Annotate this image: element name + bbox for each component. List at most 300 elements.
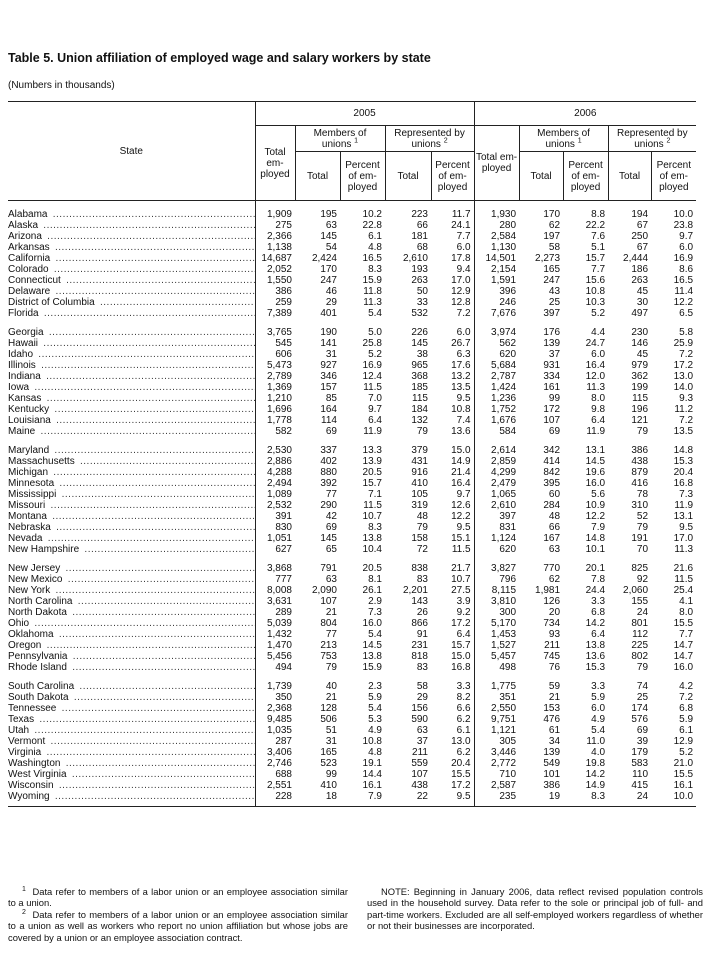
members-total-2006-cell: 770 [543,563,561,574]
table-row [8,489,696,500]
members-percent-2006-cell: 24.4 [585,585,606,596]
represented-percent-2006-cell: 6.0 [679,242,694,253]
total-employed-2006-cell: 620 [474,349,519,360]
represented-total-2005-cell: 431 [411,456,428,467]
members-total-2006-cell: 62 [548,574,561,585]
represented-total-2006-cell: 438 [631,456,649,467]
represented-percent-2006-cell: 25.9 [673,338,694,349]
represented-total-2006-cell: 78 [636,489,649,500]
table-row [8,393,696,404]
members-total-2005-cell: 346 [320,371,337,382]
members-percent-2005-cell: 2.3 [368,681,382,692]
group-spacer [8,319,696,327]
members-total-2005-cell: 290 [320,500,337,511]
total-employed-2006-cell: 4,299 [474,467,519,478]
members-total-2006-cell: 414 [543,456,561,467]
represented-percent-2005-cell: 13.0 [451,736,471,747]
total-employed-2006-cell: 7,676 [474,308,519,319]
total-employed-2006-cell: 5,457 [474,651,519,662]
members-total-2006-cell: 59 [548,681,561,692]
members-percent-2006-cell: 3.3 [591,681,606,692]
represented-percent-2006-cell: 7.2 [679,349,694,360]
members-percent-2006-cell: 22.2 [585,220,606,231]
members-total-2006-cell: 176 [543,327,561,338]
represented-percent-2005-cell: 6.0 [456,327,471,338]
represented-total-2006-cell: 69 [636,725,649,736]
members-total-2006-cell: 139 [543,338,561,349]
table-row [8,703,696,714]
represented-total-2005-cell: 79 [416,426,428,437]
represented-percent-2006-cell: 5.2 [679,747,694,758]
total-employed-2005-cell: 5,456 [255,651,295,662]
total-employed-2005-cell: 4,288 [255,467,295,478]
state-name: Alaska ..... [8,220,255,231]
total-employed-2005-cell: 1,051 [255,533,295,544]
represented-total-2005-cell: 132 [411,415,428,426]
represented-total-2006-cell: 879 [631,467,649,478]
total-employed-2005-cell: 1,089 [255,489,295,500]
members-header-2006: Members of unions $^1$ [519,126,608,152]
represented-percent-2005-cell: 3.3 [456,681,471,692]
represented-percent-2005-cell: 7.7 [456,231,471,242]
state-name: Alabama ..... [8,209,255,220]
footnote-2: $^2$ Data refer to members of a labor union or an employee association similar to a union as well as workers who report no union affiliation but whose jobs are covered by a union or an employee association contract. [8,908,348,943]
members-total-2006-cell: 76 [548,662,561,673]
table-row [8,297,696,308]
state-name: Idaho ..... [8,349,255,360]
table-note: NOTE: Beginning in January 2006, data reflect revised population controls used in the household survey. Data refer to the sole or principal job of full- and part-time workers. Excluded are all self-employed workers regardless of whether or not their businesses are incorporated. [367,886,703,932]
total-employed-2006-cell: 2,154 [474,264,519,275]
members-percent-2006-cell: 6.8 [591,607,606,618]
members-total-2005-cell: 31 [325,736,337,747]
represented-total-2006-cell: 67 [636,242,649,253]
represented-total-2005-cell: 193 [411,264,428,275]
total-employed-2006-cell: 246 [474,297,519,308]
represented-total-2006-cell: 979 [631,360,649,371]
represented-total-2006-cell: 196 [631,404,649,415]
members-total-2005-cell: 157 [320,382,337,393]
represented-percent-2006-cell: 6.5 [679,308,694,319]
represented-percent-2006-cell: 17.2 [673,360,694,371]
table-row [8,404,696,415]
state-name: Connecticut ..... [8,275,255,286]
represented-percent-2006-cell: 8.6 [679,264,694,275]
total-employed-2006-cell: 1,124 [474,533,519,544]
total-employed-2006-cell: 2,610 [474,500,519,511]
members-total-2006-cell: 397 [543,308,561,319]
represented-percent-2005-cell: 6.4 [456,629,471,640]
members-percent-2006-cell: 4.4 [591,327,606,338]
represented-percent-2006-cell: 11.4 [674,286,694,297]
represented-percent-2005-cell: 21.7 [451,563,471,574]
total-employed-2005-cell: 2,368 [255,703,295,714]
total-employed-2006-cell: 14,501 [474,253,519,264]
state-name: New York ..... [8,585,255,596]
total-employed-2005-cell: 275 [255,220,295,231]
represented-total-2005-cell: 181 [411,231,428,242]
members-total-2005-cell: 128 [320,703,337,714]
members-percent-2005-cell: 6.1 [368,231,382,242]
total-employed-2006-cell: 1,676 [474,415,519,426]
members-total-2006-cell: 101 [543,769,561,780]
total-employed-2005-cell: 3,631 [255,596,295,607]
represented-percent-2006-cell: 7.3 [679,489,694,500]
members-total-2005-cell: 392 [320,478,337,489]
represented-total-2005-cell: 211 [412,747,428,758]
members-total-2005-cell: 99 [325,769,337,780]
members-percent-2005-cell: 11.5 [363,382,382,393]
members-total-2006-cell: 20 [548,607,561,618]
total-employed-2006-cell: 2,584 [474,231,519,242]
members-percent-2005-cell: 15.7 [362,478,382,489]
represented-percent-2006-cell: 16.9 [673,253,694,264]
total-employed-2005-cell: 3,765 [255,327,295,338]
total-employed-2005-cell: 386 [255,286,295,297]
members-percent-2005-cell: 15.9 [362,662,382,673]
represented-total-2006-cell: 67 [636,220,649,231]
members-total-2005-cell: 79 [325,662,337,673]
total-employed-2005-cell: 2,366 [255,231,295,242]
represented-total-2006-cell: 110 [632,769,649,780]
table-row [8,596,696,607]
members-percent-2005-cell: 7.3 [368,607,382,618]
state-name: Indiana ..... [8,371,255,382]
represented-total-2005-cell: 83 [416,574,428,585]
table-row [8,618,696,629]
members-header-2005: Members of unions $^1$ [295,126,385,152]
represented-total-2005-cell: 58 [416,681,428,692]
members-percent-2005-cell: 13.9 [362,456,382,467]
total-employed-2006-cell: 5,684 [474,360,519,371]
members-percent-2006-cell: 4.9 [591,714,606,725]
total-employed-2005-cell: 14,687 [255,253,295,264]
represented-total-2006-cell: 24 [636,791,649,802]
members-total-2006-cell: 734 [543,618,561,629]
total-employed-2006-cell: 1,065 [474,489,519,500]
total-employed-2005-cell: 1,696 [255,404,295,415]
represented-total-2005-cell: 143 [411,596,428,607]
table-row [8,725,696,736]
represented-total-2006-cell: 416 [631,478,649,489]
state-name: Utah ..... [8,725,255,736]
represented-percent-2005-cell: 15.7 [451,640,471,651]
represented-total-2005-cell: 916 [411,467,428,478]
state-name: Georgia ..... [8,327,255,338]
members-total-2006-cell: 342 [543,445,561,456]
table-row [8,780,696,791]
total-employed-2006-cell: 831 [474,522,519,533]
represented-total-2005-cell: 185 [411,382,428,393]
state-name: West Virginia ..... [8,769,255,780]
members-percent-2006-cell: 14.8 [585,533,606,544]
state-name: Hawaii ..... [8,338,255,349]
represented-total-2005-cell: 115 [412,393,428,404]
members-percent-2006-cell: 7.6 [591,231,606,242]
members-percent-2005-cell: 13.8 [362,533,382,544]
total-employed-2006-cell: 1,236 [474,393,519,404]
represented-percent-2006-cell: 23.8 [673,220,694,231]
total-employed-2005-cell: 1,778 [255,415,295,426]
total-employed-2006-cell: 1,453 [474,629,519,640]
total-employed-2006-cell: 498 [474,662,519,673]
table-row [8,747,696,758]
members-total-2006-cell: 161 [543,382,561,393]
members-percent-2006-cell: 9.8 [591,404,606,415]
represented-total-2005-cell: 438 [411,780,428,791]
represented-total-2006-cell: 45 [636,349,649,360]
members-total-2005-cell: 164 [320,404,337,415]
members-total-2006-cell: 1,981 [535,585,561,596]
members-total-2006-cell: 247 [543,275,561,286]
total-employed-2005-cell: 2,886 [255,456,295,467]
represented-total-2006-cell: 801 [631,618,649,629]
represented-total-2006-cell: 79 [636,522,649,533]
total-employed-2006-cell: 1,121 [474,725,519,736]
total-employed-2006-cell: 8,115 [474,585,519,596]
members-percent-2006-cell: 10.9 [585,500,606,511]
total-employed-2005-cell: 2,052 [255,264,295,275]
represented-total-2006-cell: 25 [636,692,649,703]
table-subtitle: (Numbers in thousands) [8,80,115,91]
represented-percent-2005-cell: 12.6 [451,500,471,511]
members-percent-2006-cell: 14.2 [585,618,606,629]
represented-total-2005-cell: 107 [411,769,428,780]
members-total-2005-cell: 77 [325,629,337,640]
members-total-2006-cell: 170 [543,209,561,220]
members-percent-2005-cell: 5.9 [368,692,382,703]
total-employed-2005-cell: 3,868 [255,563,295,574]
table-row [8,286,696,297]
members-percent-2005-cell: 4.8 [368,242,382,253]
represented-percent-2006-cell: 7.2 [679,692,694,703]
members-total-2005-cell: 114 [321,415,337,426]
represented-percent-2006-cell: 16.0 [673,662,694,673]
members-percent-2005-cell: 10.2 [362,209,382,220]
members-total-2005-cell: 65 [325,544,337,555]
members-percent-2006-cell: 13.1 [585,445,606,456]
members-percent-2006-cell: 20.1 [585,563,606,574]
members-total-2006-cell: 153 [543,703,561,714]
members-total-2005-cell: 804 [320,618,337,629]
members-percent-2005-cell: 19.1 [362,758,382,769]
state-name: Minnesota ..... [8,478,255,489]
members-percent-2006-cell: 6.4 [591,415,606,426]
state-name: Michigan ..... [8,467,255,478]
total-employed-2006-cell: 1,424 [474,382,519,393]
members-total-2005-cell: 927 [320,360,337,371]
represented-percent-2006-cell: 14.7 [673,651,694,662]
total-employed-2005-cell: 830 [255,522,295,533]
represented-percent-2006-cell: 4.2 [679,681,694,692]
represented-percent-2006-cell: 9.3 [679,393,694,404]
members-percent-2005-cell: 5.4 [368,629,382,640]
members-percent-2005-cell: 5.4 [368,703,382,714]
represented-percent-2006-cell: 12.9 [673,736,694,747]
members-percent-2006-cell: 12.0 [585,371,606,382]
total-employed-2005-cell: 289 [255,607,295,618]
represented-total-2005-cell: 105 [411,489,428,500]
group-spacer [8,673,696,681]
members-percent-2005-cell: 20.5 [362,563,382,574]
table-row [8,533,696,544]
state-column-header: State [8,102,255,201]
total-employed-2006-cell: 3,827 [474,563,519,574]
represented-total-2005-cell: 79 [416,522,428,533]
represented-percent-2006-cell: 11.5 [674,574,694,585]
represented-total-2006-cell: 115 [632,393,649,404]
members-percent-2006-cell: 15.3 [585,662,606,673]
year-2006-header: 2006 [474,102,696,126]
represented-total-2005-cell: 559 [411,758,428,769]
represented-total-2006-cell: 174 [631,703,649,714]
members-total-2006-cell: 549 [543,758,561,769]
total-employed-2006-cell: 2,550 [474,703,519,714]
represented-percent-2006-cell: 16.8 [673,478,694,489]
members-total-2006-cell: 2,273 [535,253,561,264]
represented-percent-2006-cell: 14.8 [673,445,694,456]
represented-total-2005-cell: 83 [416,662,428,673]
represented-percent-2005-cell: 15.1 [451,533,471,544]
members-percent-header-2005: Percent of em- ployed [340,152,385,201]
total-employed-2005-cell: 5,039 [255,618,295,629]
represented-total-2006-cell: 362 [631,371,649,382]
members-total-2005-cell: 40 [325,681,337,692]
total-employed-header-2006: Total em- ployed [474,126,519,201]
total-employed-2005-cell: 606 [255,349,295,360]
represented-total-2005-cell: 379 [411,445,428,456]
table-row [8,415,696,426]
state-name: Montana ..... [8,511,255,522]
represented-total-2005-cell: 66 [416,220,428,231]
total-employed-2006-cell: 397 [474,511,519,522]
members-total-2006-cell: 43 [548,286,561,297]
members-percent-2006-cell: 14.5 [585,456,606,467]
total-employed-2006-cell: 280 [474,220,519,231]
members-total-2005-cell: 195 [320,209,337,220]
members-total-2005-cell: 77 [325,489,337,500]
represented-total-2005-cell: 818 [411,651,428,662]
total-employed-2006-cell: 1,930 [474,209,519,220]
members-percent-2005-cell: 10.4 [362,544,382,555]
members-total-2006-cell: 167 [543,533,561,544]
members-percent-2006-cell: 5.1 [591,242,606,253]
members-percent-2005-cell: 10.7 [362,511,382,522]
represented-total-2005-cell: 158 [411,533,428,544]
state-name: Missouri ..... [8,500,255,511]
members-percent-2005-cell: 26.1 [362,585,382,596]
represented-total-2006-cell: 310 [631,500,649,511]
represented-percent-2006-cell: 20.4 [673,467,694,478]
total-employed-2006-cell: 2,587 [474,780,519,791]
members-percent-2006-cell: 14.9 [585,780,606,791]
represented-percent-2006-cell: 11.2 [674,404,694,415]
state-name: New Jersey ..... [8,563,255,574]
represented-total-2006-cell: 79 [636,662,649,673]
represented-total-2005-cell: 184 [411,404,428,415]
represented-percent-2006-cell: 7.2 [679,415,694,426]
represented-percent-2005-cell: 6.2 [456,714,471,725]
represented-percent-2006-cell: 8.0 [679,607,694,618]
total-employed-2005-cell: 2,532 [255,500,295,511]
members-total-2006-cell: 334 [543,371,561,382]
members-total-2006-cell: 34 [548,736,561,747]
members-percent-2005-cell: 15.9 [362,275,382,286]
members-total-2006-cell: 126 [543,596,561,607]
represented-percent-2005-cell: 15.0 [451,651,471,662]
state-name: Maine ..... [8,426,255,437]
members-total-2005-cell: 880 [320,467,337,478]
represented-percent-2006-cell: 11.3 [674,544,694,555]
state-name: South Carolina ..... [8,681,255,692]
table-row [8,327,696,338]
members-total-2005-cell: 247 [320,275,337,286]
members-total-2005-cell: 401 [320,308,337,319]
represented-percent-2006-cell: 12.2 [673,297,694,308]
table-row [8,544,696,555]
total-employed-2006-cell: 351 [474,692,519,703]
table-row [8,714,696,725]
represented-total-2006-cell: 79 [636,426,649,437]
represented-percent-2005-cell: 6.0 [456,242,471,253]
members-percent-2006-cell: 7.9 [591,522,606,533]
members-total-2005-cell: 107 [320,596,337,607]
total-employed-2006-cell: 300 [474,607,519,618]
state-name: Washington ..... [8,758,255,769]
members-percent-2005-cell: 13.8 [362,651,382,662]
members-percent-2006-cell: 24.7 [585,338,606,349]
total-employed-2005-cell: 350 [255,692,295,703]
members-percent-2006-cell: 6.0 [591,703,606,714]
represented-total-2006-cell: 39 [636,736,649,747]
represented-percent-2006-cell: 15.5 [673,618,694,629]
represented-percent-2005-cell: 12.9 [451,286,471,297]
members-percent-2006-cell: 15.6 [585,275,606,286]
total-employed-2005-cell: 3,406 [255,747,295,758]
represented-percent-2006-cell: 16.5 [673,275,694,286]
members-percent-2006-cell: 13.6 [585,651,606,662]
table-row [8,640,696,651]
represented-percent-2006-cell: 6.8 [679,703,694,714]
represented-total-2005-cell: 410 [411,478,428,489]
members-percent-2005-cell: 2.9 [368,596,382,607]
represented-percent-2005-cell: 9.7 [456,489,471,500]
table-row [8,253,696,264]
members-percent-2006-cell: 19.6 [585,467,606,478]
table-row [8,511,696,522]
members-total-2005-cell: 402 [320,456,337,467]
represented-header-2005: Represented by unions $^2$ [385,126,474,152]
represented-percent-2005-cell: 10.7 [451,574,471,585]
members-percent-2006-cell: 19.8 [585,758,606,769]
represented-percent-2006-cell: 21.0 [673,758,694,769]
represented-total-2005-cell: 866 [411,618,428,629]
members-total-2005-cell: 42 [325,511,337,522]
members-percent-2005-cell: 16.0 [362,618,382,629]
members-percent-2005-cell: 5.3 [368,714,382,725]
total-employed-2006-cell: 620 [474,544,519,555]
table-row [8,349,696,360]
represented-total-2005-cell: 22 [416,791,428,802]
total-employed-2005-cell: 7,389 [255,308,295,319]
represented-percent-2006-cell: 7.7 [679,629,694,640]
total-employed-2006-cell: 9,751 [474,714,519,725]
state-name: Kentucky ..... [8,404,255,415]
represented-total-2005-cell: 2,610 [402,253,428,264]
total-employed-2006-cell: 710 [474,769,519,780]
group-spacer [8,555,696,563]
table-row [8,275,696,286]
state-name: Nebraska ..... [8,522,255,533]
